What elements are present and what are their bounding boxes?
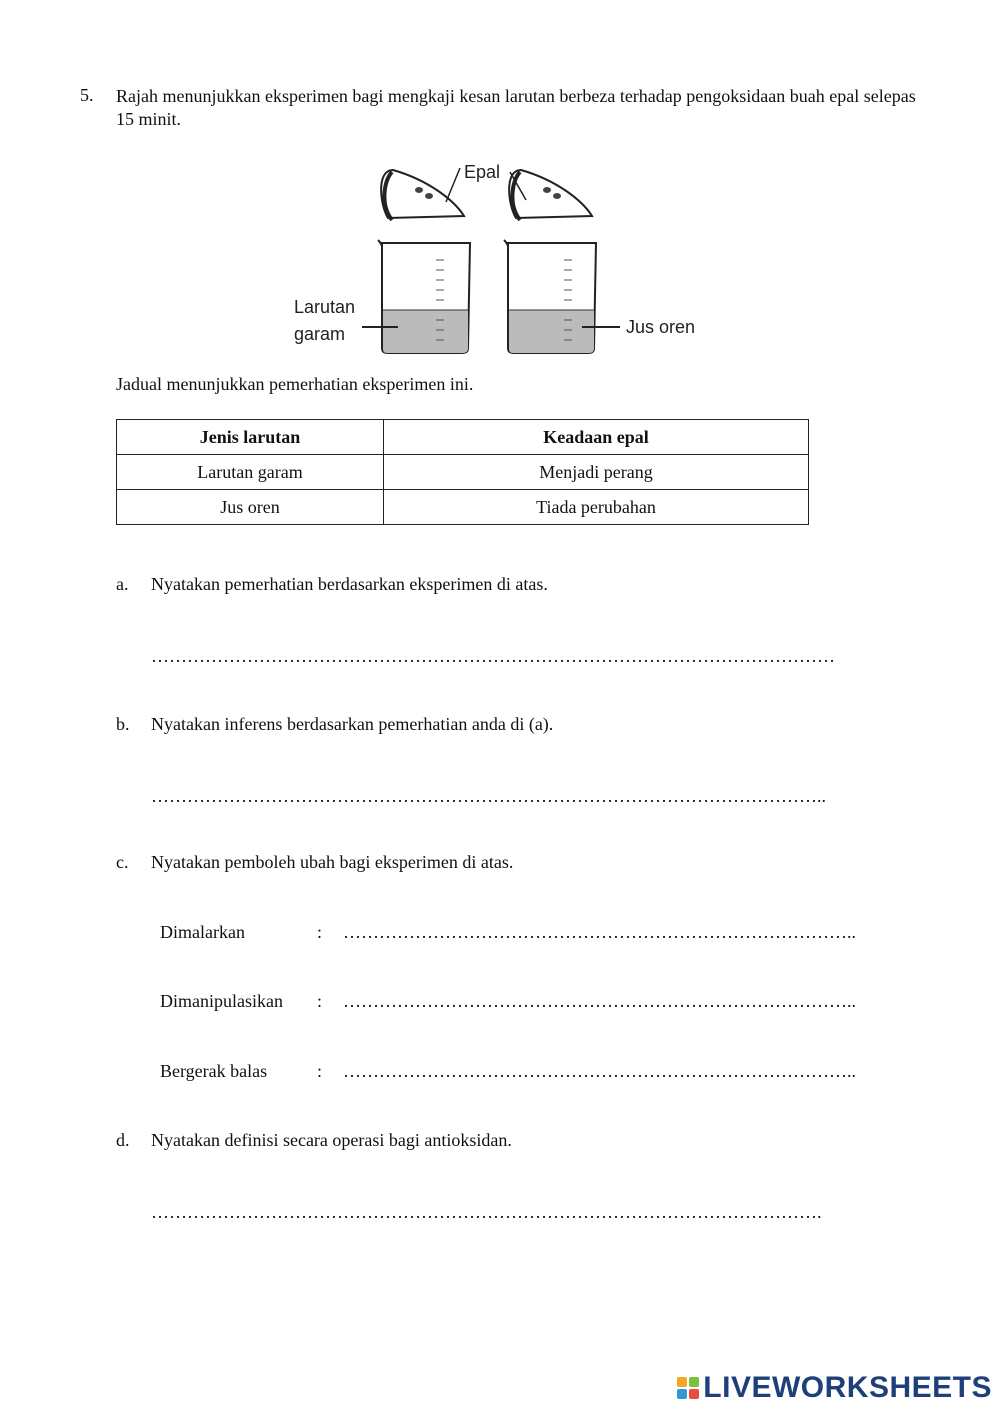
variable-manipulated-answer-field[interactable]: …………………………………………………………………………..: [343, 991, 856, 1011]
table-cell: Jus oren: [117, 490, 384, 525]
part-a-answer-field[interactable]: ……………………………………………………………………………………………………: [151, 646, 835, 666]
logo-square: [677, 1389, 687, 1399]
variable-label-constant: Dimalarkan: [160, 922, 245, 942]
table-row: [117, 455, 809, 490]
apple-right-icon: [509, 170, 592, 220]
beaker-left-icon: [378, 240, 470, 353]
variable-label-responding: Bergerak balas: [160, 1061, 268, 1081]
label-garam: garam: [294, 324, 346, 344]
observation-table: [116, 419, 809, 525]
variable-colon: :: [317, 922, 323, 942]
liveworksheets-logo[interactable]: [677, 1371, 992, 1405]
apple-left-icon: [381, 170, 464, 220]
variable-constant-answer-field[interactable]: …………………………………………………………………………..: [343, 922, 856, 942]
table-row: [117, 490, 809, 525]
part-d-answer-field[interactable]: ………………………………………………………………………………………………….: [151, 1202, 822, 1222]
logo-square: [677, 1377, 687, 1387]
table-cell: Menjadi perang: [384, 455, 809, 490]
logo-text: LIVEWORKSHEETS: [703, 1371, 992, 1404]
variable-responding-answer-field[interactable]: …………………………………………………………………………..: [343, 1061, 856, 1081]
question-text: Rajah menunjukkan eksperimen bagi mengkaji kesan larutan berbeza terhadap pengoksidaan buah epal selepas 15 minit.: [116, 86, 916, 129]
table-header: Jenis larutan: [117, 420, 384, 455]
part-b-question: Nyatakan inferens berdasarkan pemerhatian anda di (a).: [151, 714, 554, 734]
logo-square: [689, 1377, 699, 1387]
part-d-question: Nyatakan definisi secara operasi bagi antioksidan.: [151, 1130, 512, 1150]
beaker-right-icon: [504, 240, 596, 353]
part-c-question: Nyatakan pemboleh ubah bagi eksperimen di atas.: [151, 852, 514, 872]
label-larutan: Larutan: [294, 297, 356, 317]
experiment-diagram: [288, 150, 708, 360]
table-cell: Tiada perubahan: [384, 490, 809, 525]
variable-colon: :: [317, 991, 323, 1011]
label-jus-oren: Jus oren: [626, 317, 696, 337]
question-number: 5.: [80, 85, 94, 105]
table-header-row: [117, 420, 809, 455]
logo-square: [689, 1389, 699, 1399]
part-b-letter: b.: [116, 714, 130, 734]
part-a-letter: a.: [116, 574, 129, 594]
table-cell: Larutan garam: [117, 455, 384, 490]
part-c-letter: c.: [116, 852, 129, 872]
variable-colon: :: [317, 1061, 323, 1081]
label-epal: Epal: [464, 162, 501, 182]
table-intro: Jadual menunjukkan pemerhatian eksperimen ini.: [116, 374, 474, 394]
logo-grid-icon: [677, 1377, 699, 1399]
table-header: Keadaan epal: [384, 420, 809, 455]
part-a-question: Nyatakan pemerhatian berdasarkan eksperimen di atas.: [151, 574, 548, 594]
part-b-answer-field[interactable]: …………………………………………………………………………………………………..: [151, 786, 826, 806]
variable-label-manipulated: Dimanipulasikan: [160, 991, 283, 1011]
part-d-letter: d.: [116, 1130, 130, 1150]
